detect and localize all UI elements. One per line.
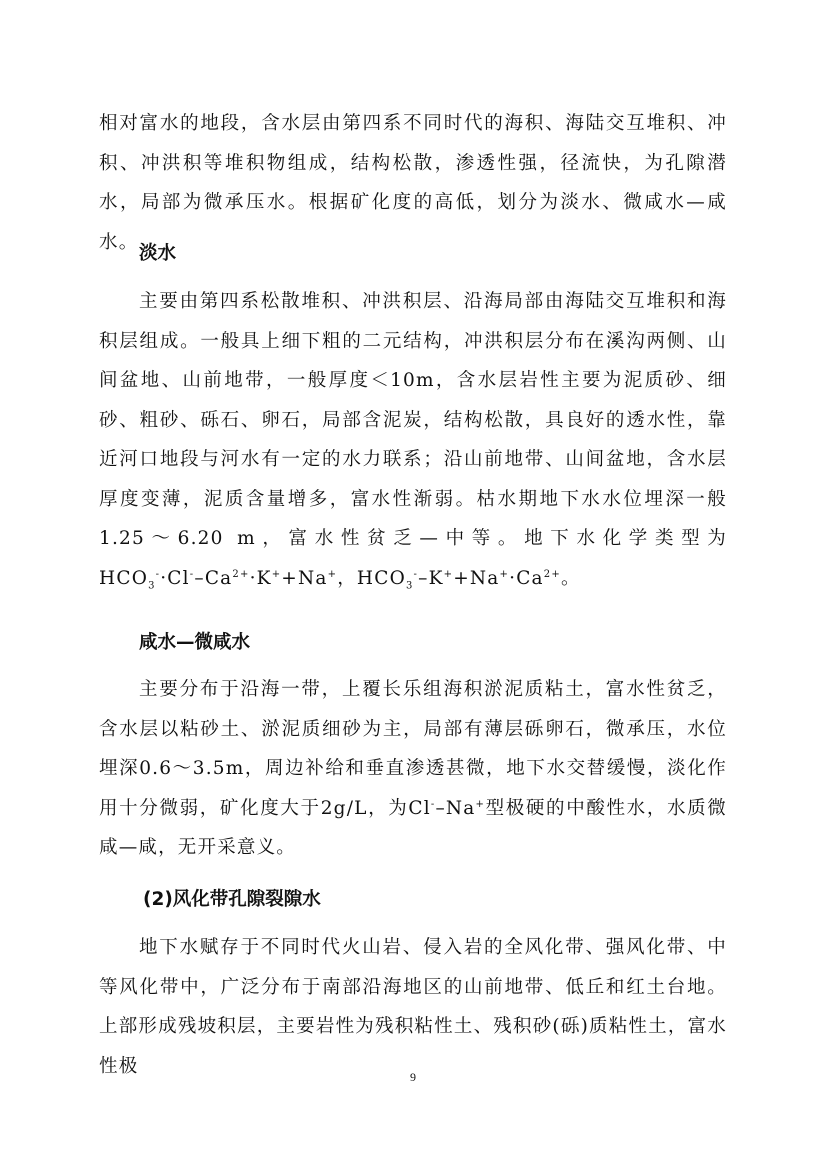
- chem-formula-2: $HCO_3^--K^++Na^+\cdot Ca^{2+}$: [356, 567, 561, 592]
- chem-formula-1: $HCO_3^-\cdot Cl^--Ca^{2+}\cdot K^++Na^+$: [99, 567, 338, 592]
- paragraph-3-text: 主要分布于沿海一带，上覆长乐组海积淤泥质粘土，富水性贫乏，含水层以粘砂土、淤泥质细砂为主，局部有薄层砾卵石，微承压，水位埋深0.6～3.5m，周边补给和垂直渗透甚微，地下水交替缓慢，淡化作用十分微弱，矿化度大于2g/L，为: [99, 679, 727, 819]
- paragraph-2-text: 主要由第四系松散堆积、冲洪积层、沿海局部由海陆交互堆积和海积层组成。一般具上细下粗的二元结构，冲洪积层分布在溪沟两侧、山间盆地、山前地带，一般厚度＜10m，含水层岩性主要为泥质砂、细砂、粗砂、砾石、卵石，局部含泥炭，结构松散，具良好的透水性，靠近河口地段与河水有一定的水力联系；沿山前地带、山间盆地，含水层厚度变薄，泥质含量增多，富水性渐弱。枯水期地下水水位埋深一般1.25～6.20 m，富水性贫乏—中等。地下水化学类型为: [99, 291, 727, 549]
- heading-salt-water: 咸水—微咸水: [139, 632, 251, 653]
- heading-fresh-water: 淡水: [139, 243, 177, 264]
- paragraph-4: 地下水赋存于不同时代火山岩、侵入岩的全风化带、强风化带、中等风化带中，广泛分布于南部沿海地区的山前地带、低丘和红土台地。上部形成残坡积层，主要岩性为残积粘性土、残积砂(砾)质粘性土，富水性极: [99, 937, 727, 1077]
- paragraph-1: 相对富水的地段，含水层由第四系不同时代的海积、海陆交互堆积、冲积、冲洪积等堆积物组成，结构松散，渗透性强，径流快，为孔隙潜水，局部为微承压水。根据矿化度的高低，划分为淡水、微咸水—咸水。: [99, 113, 727, 253]
- paragraph-2-tail: 。: [560, 567, 581, 589]
- paragraph-3-tail: 型极硬的中酸性水，水质微咸—咸，无开采意义。: [99, 797, 727, 858]
- heading-weathered-zone-water: (2)风化带孔隙裂隙水: [143, 889, 321, 910]
- paragraph-2: 主要由第四系松散堆积、冲洪积层、沿海局部由海陆交互堆积和海积层组成。一般具上细下粗的二元结构，冲洪积层分布在溪沟两侧、山间盆地、山前地带，一般厚度＜10m，含水层岩性主要为泥质砂、细砂、粗砂、砾石、卵石，局部含泥炭，结构松散，具良好的透水性，靠近河口地段与河水有一定的水力联系；沿山前地带、山间盆地，含水层厚度变薄，泥质含量增多，富水性渐弱。枯水期地下水水位埋深一般1.25～6.20 m，富水性贫乏—中等。地下水化学类型为 $HCO_3^-\cdot Cl^--Ca^{2+}\cdot K^++Na^+$，$HCO_3^--K^++Na^+\cdot Ca^{2+}$。: [99, 291, 727, 592]
- page-number: 9: [410, 1070, 416, 1084]
- chem-formula-3: Cl-–Na+: [408, 797, 486, 819]
- paragraph-3: [99, 670, 727, 868]
